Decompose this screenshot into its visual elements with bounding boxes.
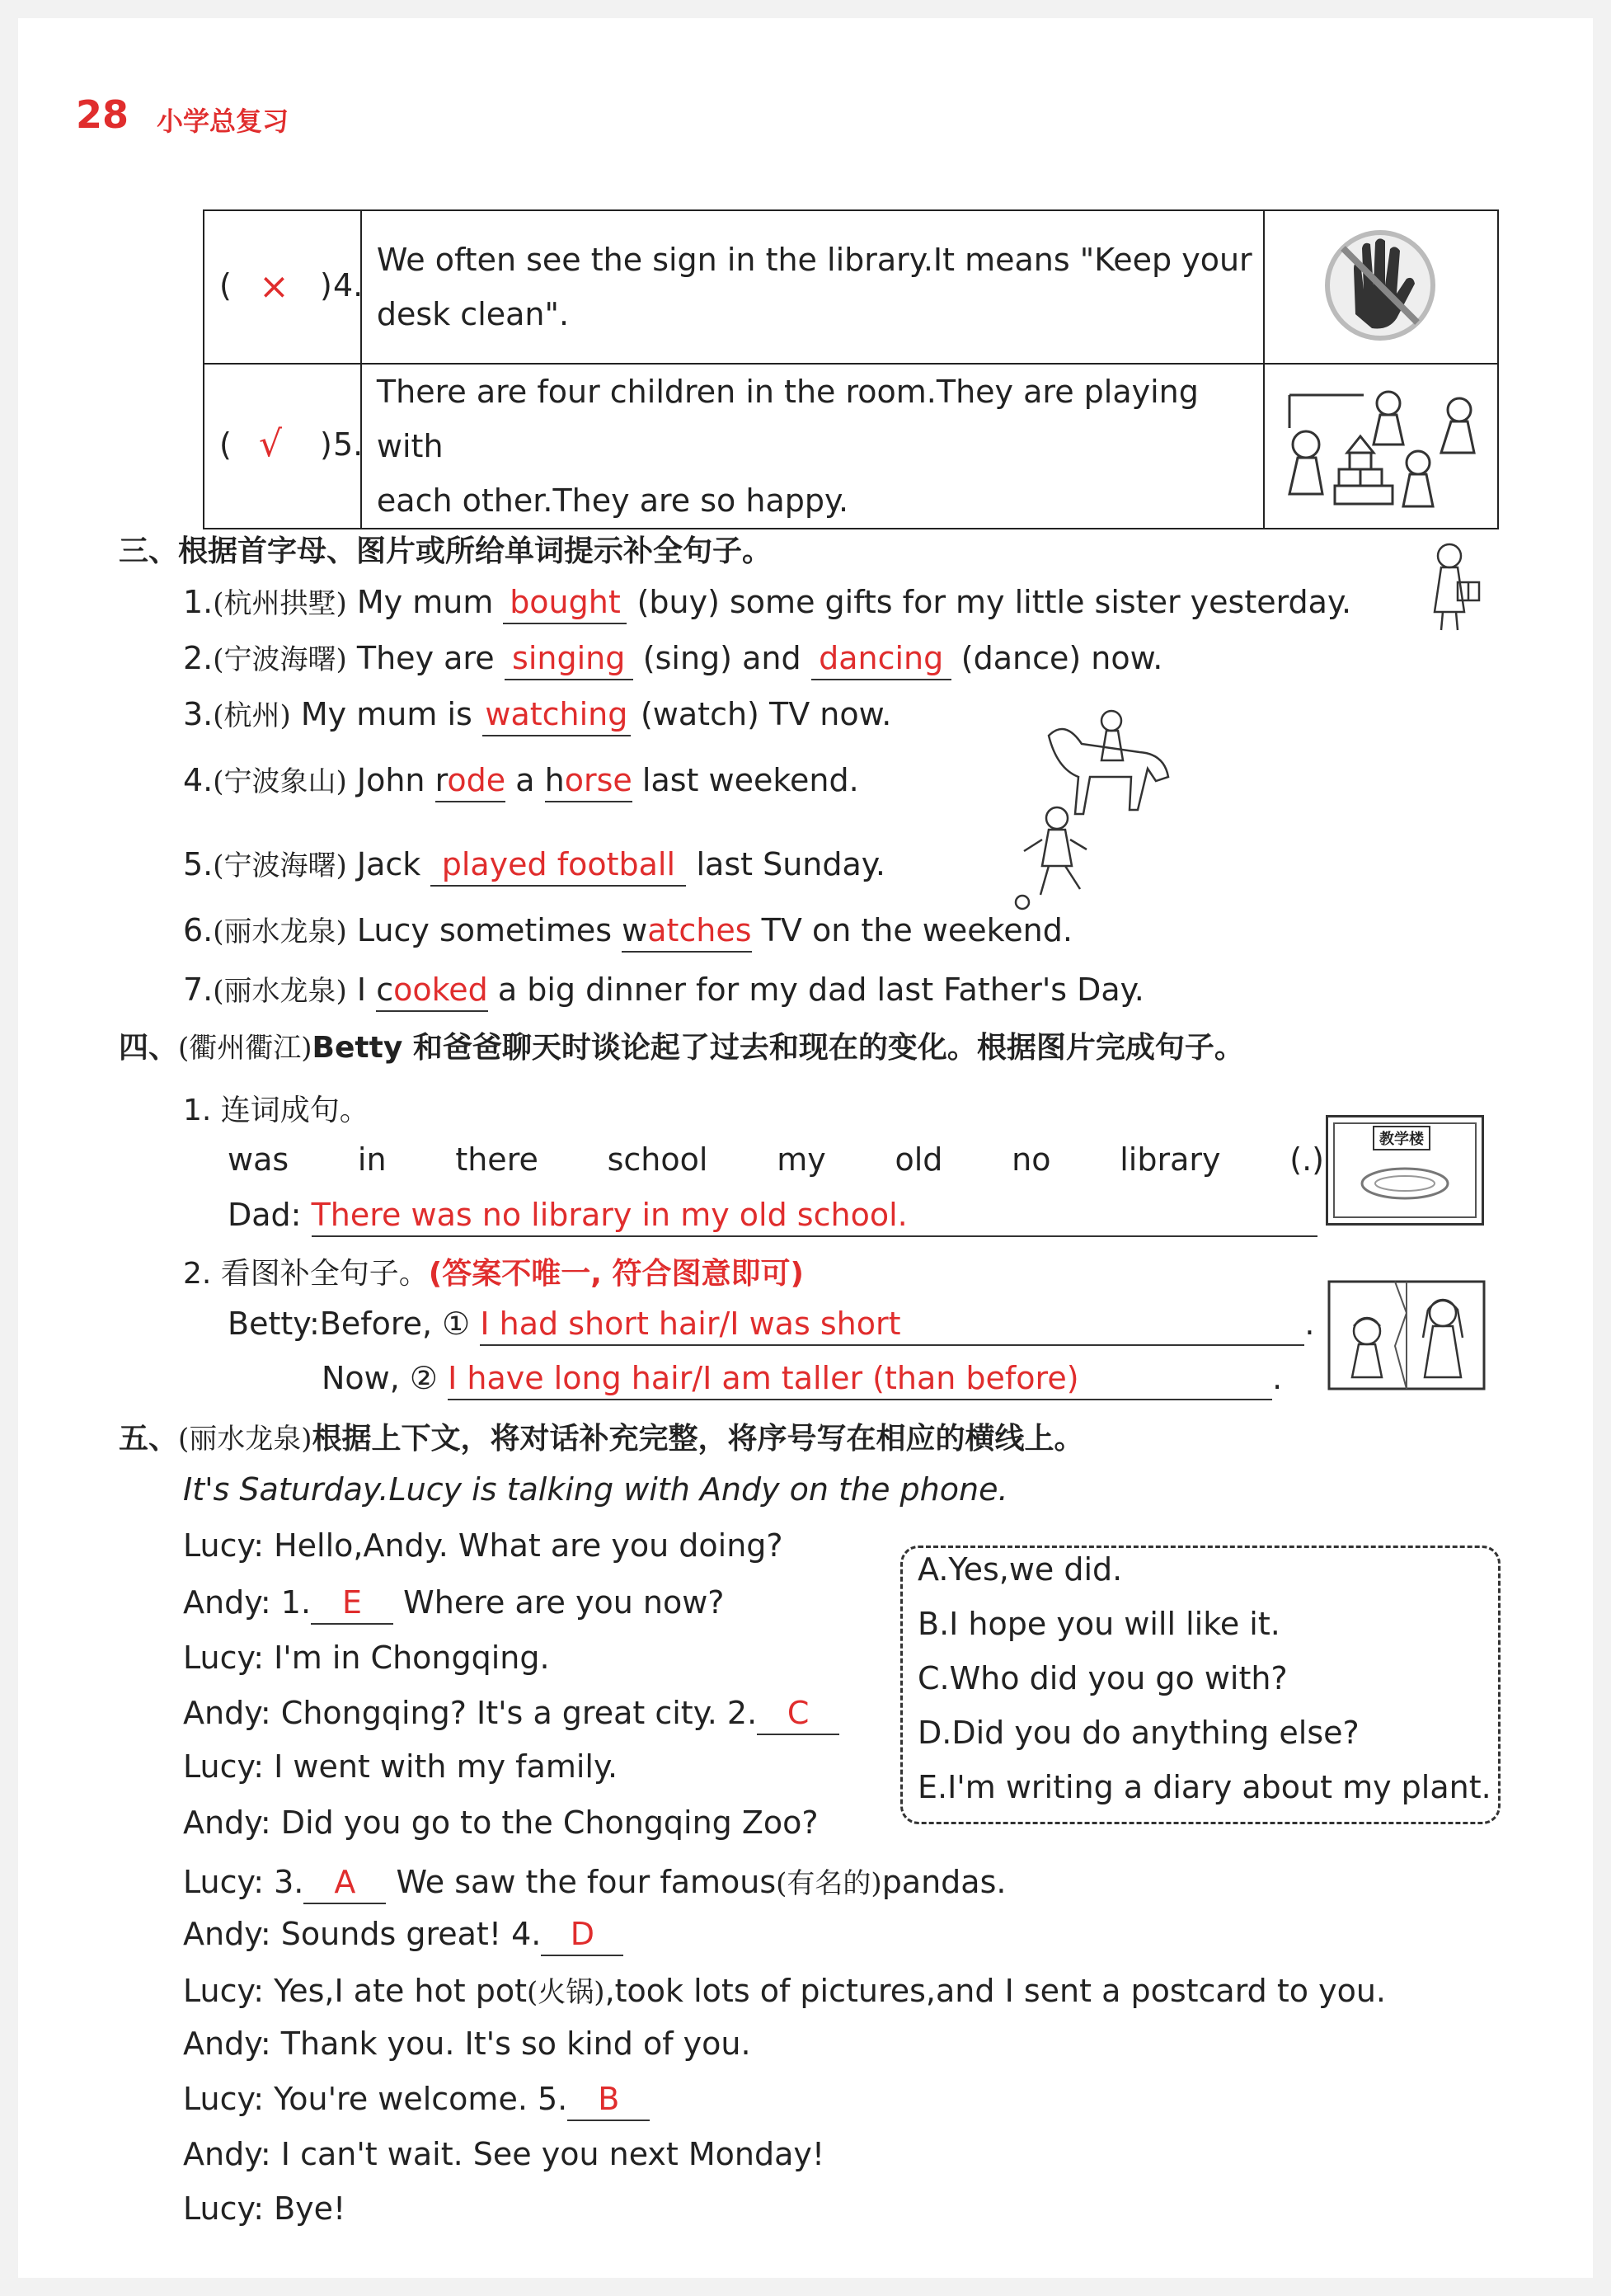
answer-blank: bought xyxy=(503,583,627,624)
judge-text-line: each other.They are so happy. xyxy=(376,482,849,519)
answer-mark: √ xyxy=(259,423,283,465)
answer-blank: played football xyxy=(430,845,686,887)
answer-blank: horse xyxy=(545,761,632,802)
dialogue-line: Lucy: Yes,I ate hot pot(火锅),took lots of pictures,and I sent a postcard to you. xyxy=(183,1973,1387,2009)
answer-line: I had short hair/I was short xyxy=(480,1305,1304,1346)
dialogue-line: Andy: 1. E Where are you now? xyxy=(183,1583,724,1625)
girl-with-gift-illustration xyxy=(1420,538,1486,637)
dialogue-line: Lucy: I went with my family. xyxy=(183,1748,618,1785)
word: my xyxy=(777,1141,826,1178)
sec3-question-5: 5.(宁波海曙) Jack played football last Sunday. xyxy=(183,843,885,887)
dialogue-line: Lucy: Hello,Andy. What are you doing? xyxy=(183,1527,783,1564)
option-item: A.Yes,we did. xyxy=(918,1551,1123,1588)
page-title: 小学总复习 xyxy=(157,106,289,137)
sec3-question-6: 6.(丽水龙泉) Lucy sometimes watches TV on the weekend. xyxy=(183,909,1073,953)
page-number: 28 xyxy=(76,92,129,137)
dialogue-intro: It's Saturday.Lucy is talking with Andy on the phone. xyxy=(183,1471,1008,1508)
sec3-question-1: 1.(杭州拱墅) My mum bought (buy) some gifts for my little sister yesterday. xyxy=(183,581,1351,624)
answer-line: I have long hair/I am taller (than before) xyxy=(448,1359,1272,1400)
word: library xyxy=(1120,1141,1221,1178)
option-item: B.I hope you will like it. xyxy=(918,1606,1280,1642)
answer-blank: E xyxy=(311,1583,393,1625)
answer-blank: singing xyxy=(505,639,633,680)
answer-blank: watches xyxy=(622,911,751,953)
answer-blank: C xyxy=(757,1694,839,1735)
judge-text-line: We often see the sign in the library.It means "Keep your xyxy=(376,242,1252,278)
betty-before-now-illustration xyxy=(1327,1280,1486,1390)
answer-blank: B xyxy=(567,2080,650,2121)
answer-blank: cooked xyxy=(376,971,488,1012)
dialogue-line: Andy: Chongqing? It's a great city. 2. C xyxy=(183,1694,839,1735)
dialogue-line: Andy: Sounds great! 4. D xyxy=(183,1915,623,1956)
judge-row-5: ( √ ) 5. There are four children in the room.They are playing with each other.They are so happy. xyxy=(204,364,1498,529)
word: school xyxy=(607,1141,708,1178)
sec3-question-2: 2.(宁波海曙) They are singing (sing) and dancing (dance) now. xyxy=(183,637,1162,680)
section-5-heading: 五、(丽水龙泉)根据上下文，将对话补充完整，将序号写在相应的横线上。 xyxy=(119,1422,1084,1456)
answer-blank: rode xyxy=(435,761,506,802)
option-item: E.I'm writing a diary about my plant. xyxy=(918,1769,1491,1805)
judge-text-line: There are four children in the room.They are playing with xyxy=(376,374,1199,464)
word: (.) xyxy=(1289,1141,1324,1178)
judge-row-4: ( × ) 4. We often see the sign in the library.It means "Keep your desk clean". xyxy=(204,210,1498,364)
answer-mark: × xyxy=(259,266,289,308)
worksheet-page xyxy=(18,18,1593,2278)
option-item: C.Who did you go with? xyxy=(918,1660,1288,1696)
section-3-heading: 三、根据首字母、图片或所给单词提示补全句子。 xyxy=(119,534,773,568)
dialogue-line: Lucy: 3. A We saw the four famous(有名的)pandas. xyxy=(183,1861,1006,1904)
dialogue-line: Lucy: You're welcome. 5. B xyxy=(183,2080,650,2121)
option-item: D.Did you do anything else? xyxy=(918,1715,1360,1751)
dialogue-line: Andy: Thank you. It's so kind of you. xyxy=(183,2025,751,2062)
answer-blank: A xyxy=(303,1863,386,1904)
question-number: 4. xyxy=(333,267,364,303)
word: there xyxy=(455,1141,538,1178)
judge-table xyxy=(203,209,1499,529)
dad-sentence: Dad: There was no library in my old school. xyxy=(228,1196,1317,1237)
children-playing-illustration xyxy=(1265,370,1497,519)
answer-line: There was no library in my old school. xyxy=(312,1196,1317,1237)
now-sentence: Now, ② I have long hair/I am taller (than before) . xyxy=(322,1359,1282,1400)
dialogue-line: Andy: Did you go to the Chongqing Zoo? xyxy=(183,1804,819,1841)
building-sign: 教学楼 xyxy=(1373,1126,1430,1150)
dialogue-line: Lucy: Bye! xyxy=(183,2190,346,2227)
word: old xyxy=(895,1141,943,1178)
word: no xyxy=(1012,1141,1051,1178)
section-4-heading: 四、(衢州衢江)Betty 和爸爸聊天时谈论起了过去和现在的变化。根据图片完成句子。 xyxy=(119,1031,1244,1065)
word: was xyxy=(228,1141,289,1178)
answer-blank: dancing xyxy=(811,639,951,680)
question-number: 5. xyxy=(333,426,364,463)
boy-playing-football-illustration xyxy=(1007,800,1106,915)
sec3-question-3: 3.(杭州) My mum is watching (watch) TV now. xyxy=(183,693,891,736)
dialogue-line: Lucy: I'm in Chongqing. xyxy=(183,1640,550,1676)
no-touch-sign-icon xyxy=(1265,211,1497,360)
dialogue-line: Andy: I can't wait. See you next Monday! xyxy=(183,2136,825,2172)
sec3-question-4: 4.(宁波象山) John rode a horse last weekend. xyxy=(183,759,859,802)
word-bank xyxy=(228,1141,1324,1178)
judge-text-line: desk clean". xyxy=(376,296,570,332)
sec4-q2: 2. 看图补全句子。(答案不唯一, 符合图意即可) xyxy=(183,1257,804,1291)
answer-blank: watching xyxy=(482,695,631,736)
answer-blank: D xyxy=(541,1915,623,1956)
options-box xyxy=(900,1546,1501,1824)
school-building-illustration xyxy=(1326,1115,1484,1226)
word: in xyxy=(357,1141,387,1178)
sec4-q1-label: 1. 连词成句。 xyxy=(183,1094,369,1127)
before-sentence: Betty:Before, ① I had short hair/I was short . xyxy=(228,1305,1314,1346)
sec3-question-7: 7.(丽水龙泉) I cooked a big dinner for my dad last Father's Day. xyxy=(183,968,1144,1012)
